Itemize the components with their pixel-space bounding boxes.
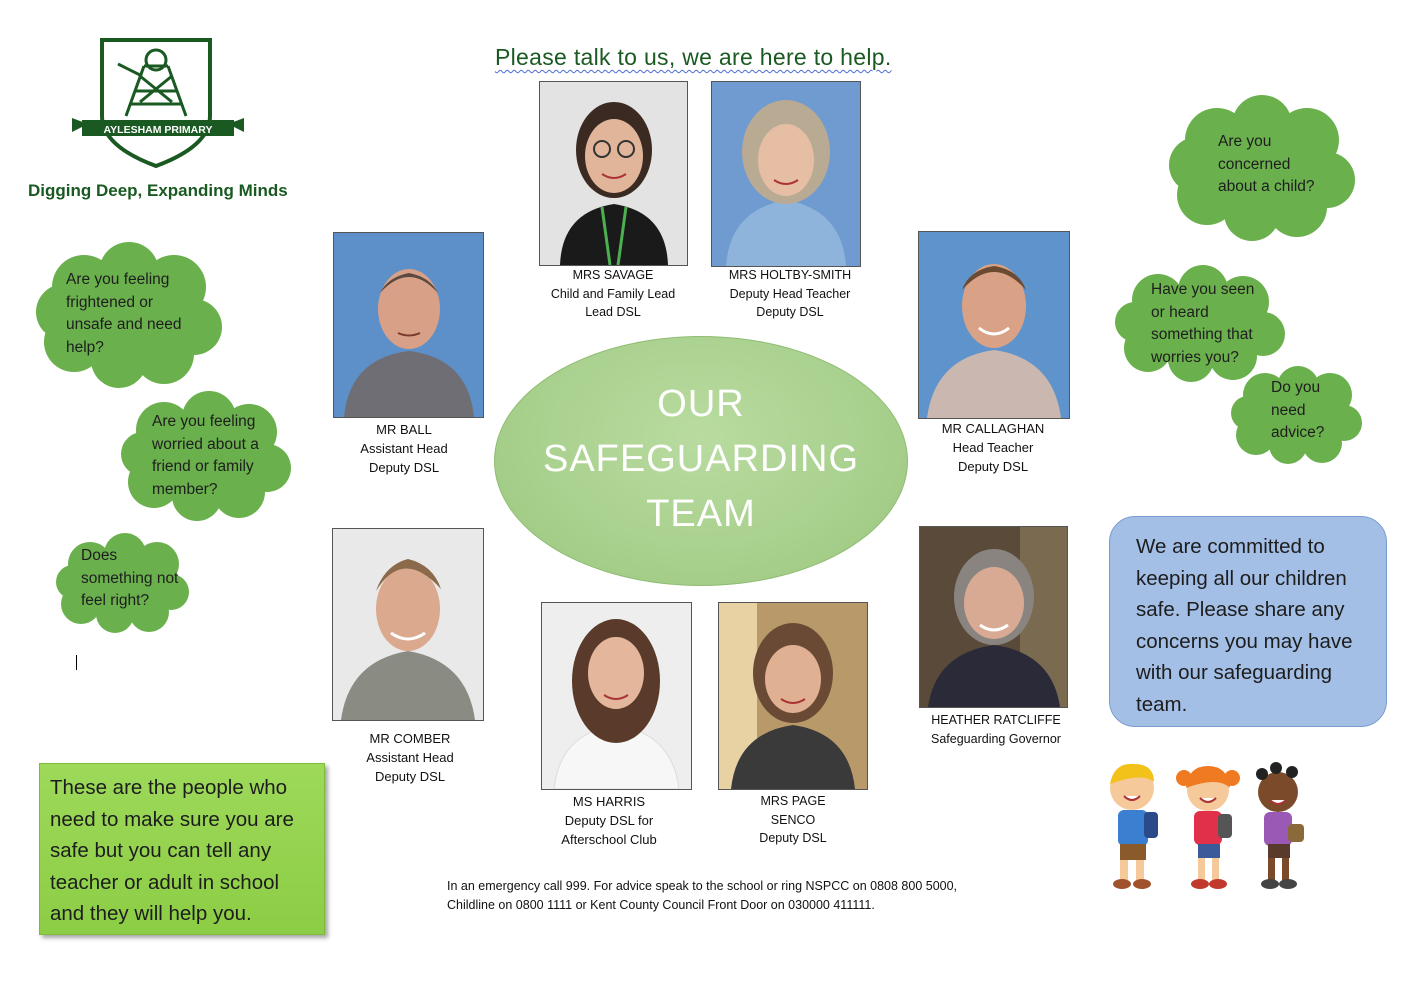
cloud-line: advice? <box>1271 424 1325 441</box>
staff-photo-comber <box>332 528 484 721</box>
box-line: keeping all our children <box>1136 566 1347 590</box>
box-line: teacher or adult in school <box>50 870 280 894</box>
cloud-line: Are you feeling <box>66 271 170 288</box>
staff-role: Assistant Head <box>360 441 448 456</box>
caption-comber <box>335 729 485 786</box>
emergency-line-1: In an emergency call 999. For advice speak to the school or ring NSPCC on 0808 800 5000, <box>447 879 958 893</box>
cloud-line: Does <box>81 547 118 564</box>
cloud-right-3 <box>1230 365 1364 465</box>
title-line: SAFEGUARDING <box>542 438 860 480</box>
title-line: TEAM <box>646 493 756 535</box>
cloud-right-1 <box>1167 95 1355 241</box>
cloud-line: Have you seen <box>1151 281 1255 298</box>
safeguarding-team-title <box>494 336 908 586</box>
box-line: with our safeguarding <box>1136 661 1333 684</box>
caption-savage <box>539 266 687 322</box>
cloud-line: unsafe and need <box>66 316 182 333</box>
caption-ratcliffe <box>915 711 1077 748</box>
staff-name: MR CALLAGHAN <box>941 421 1045 436</box>
cloud-left-1 <box>34 242 222 390</box>
cloud-line: Do you <box>1271 379 1321 396</box>
cloud-line: Are you <box>1218 133 1272 150</box>
box-line: safe. Please share any <box>1136 598 1345 621</box>
cloud-line: help? <box>66 338 104 356</box>
staff-role: Deputy DSL for <box>564 813 654 828</box>
text-cursor <box>76 655 77 670</box>
school-motto: Digging Deep, Expanding Minds <box>28 181 288 200</box>
staff-role2: Deputy DSL <box>374 769 446 784</box>
staff-name: MR COMBER <box>369 731 451 746</box>
box-line: We are committed to <box>1136 535 1325 558</box>
cloud-line: worried about a <box>152 435 259 453</box>
caption-page <box>718 792 868 848</box>
svg-text:AYLESHAM PRIMARY: AYLESHAM PRIMARY <box>103 124 213 136</box>
cloud-line: something not <box>81 569 179 587</box>
emergency-line-2: Childline on 0800 1111 or Kent County Council Front Door on 030000 411111. <box>447 897 875 912</box>
cloud-right-1-text <box>1218 131 1315 199</box>
staff-photo-page <box>718 602 868 790</box>
staff-role2: Deputy DSL <box>957 459 1029 474</box>
box-line: These are the people who <box>50 776 288 799</box>
emergency-info <box>447 877 957 914</box>
cloud-line: concerned <box>1218 155 1291 173</box>
staff-role2: Deputy DSL <box>368 460 440 475</box>
staff-role: Child and Family Lead <box>550 286 676 301</box>
box-line: team. <box>1136 692 1188 716</box>
cloud-line: or heard <box>1151 303 1209 321</box>
staff-photo-ratcliffe <box>919 526 1068 708</box>
staff-name: HEATHER RATCLIFFE <box>931 713 1061 727</box>
cloud-line: about a child? <box>1218 178 1315 195</box>
caption-holtby-smith <box>711 266 869 322</box>
staff-role: Safeguarding Governor <box>931 731 1061 746</box>
staff-role2: Deputy DSL <box>756 305 824 319</box>
box-line: safe but you can tell any <box>50 839 272 862</box>
people-info-box <box>39 763 325 935</box>
cloud-right-3-text <box>1271 377 1324 445</box>
caption-ball <box>329 420 479 477</box>
cloud-line: worries you? <box>1151 348 1239 366</box>
cloud-line: something that <box>1151 326 1253 343</box>
children-illustration <box>1094 758 1314 898</box>
box-line: concerns you may have <box>1136 629 1353 653</box>
staff-role2: Deputy DSL <box>759 831 827 845</box>
staff-photo-callaghan <box>918 231 1070 419</box>
caption-callaghan <box>918 419 1068 476</box>
school-logo <box>68 36 248 171</box>
cloud-right-2-text <box>1151 279 1254 369</box>
cloud-line: friend or family <box>152 458 254 475</box>
headline <box>495 44 892 71</box>
staff-name: MRS SAVAGE <box>572 268 654 282</box>
staff-role: Assistant Head <box>366 750 454 765</box>
cloud-left-2-text <box>152 411 259 501</box>
staff-name: MR BALL <box>376 422 432 437</box>
caption-harris <box>534 792 684 849</box>
staff-name: MRS PAGE <box>760 794 826 808</box>
staff-photo-harris <box>541 602 692 790</box>
cloud-line: frightened or <box>66 293 154 311</box>
cloud-left-2 <box>119 390 293 522</box>
staff-role: SENCO <box>770 812 816 827</box>
staff-role2: Lead DSL <box>585 305 641 319</box>
staff-role2: Afterschool Club <box>561 832 657 847</box>
staff-photo-savage <box>539 81 688 266</box>
staff-role: Deputy Head Teacher <box>729 286 851 301</box>
cloud-left-1-text <box>66 269 182 359</box>
staff-name: MRS HOLTBY-SMITH <box>728 268 852 282</box>
staff-role: Head Teacher <box>952 440 1034 455</box>
cloud-left-3-text <box>81 545 178 613</box>
title-line: OUR <box>657 383 745 425</box>
staff-photo-ball <box>333 232 484 418</box>
staff-name: MS HARRIS <box>572 794 646 809</box>
cloud-line: Are you feeling <box>152 413 256 430</box>
cloud-line: feel right? <box>81 592 150 609</box>
staff-photo-holtby-smith <box>711 81 861 267</box>
box-line: and they will help you. <box>50 902 252 925</box>
headline-text: Please talk to us, we are here to help. <box>495 44 892 70</box>
cloud-line: member? <box>152 480 218 498</box>
cloud-left-3 <box>55 532 191 634</box>
commitment-box <box>1109 516 1387 727</box>
box-line: need to make sure you are <box>50 807 294 831</box>
cloud-line: need <box>1271 401 1306 419</box>
